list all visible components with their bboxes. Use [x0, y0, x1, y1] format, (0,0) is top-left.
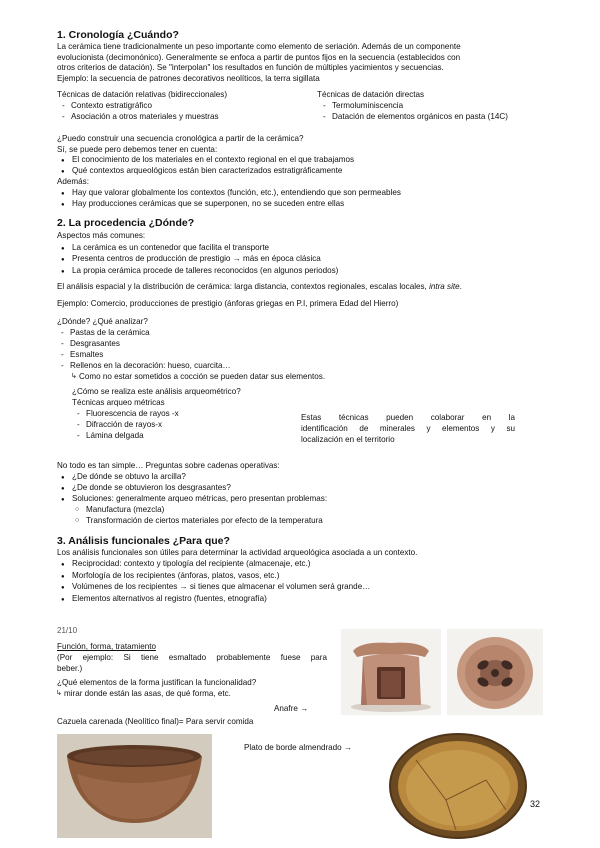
- example-paragraph: (Por ejemplo: Si tiene esmaltado probablemente fuese para: [57, 653, 327, 662]
- list-item: - Fluorescencia de rayos -x: [86, 409, 179, 420]
- bullet-item: ● Hay producciones cerámicas que se superponen, no se suceden entre ellas: [72, 199, 344, 210]
- sub-note: ↳ mirar donde están las asas, de qué forma, etc.: [64, 689, 231, 700]
- plato-illustration: [386, 730, 530, 840]
- list-item: - Lámina delgada: [86, 431, 144, 442]
- question: ¿Cómo se realiza este análisis arqueométrico?: [72, 387, 241, 396]
- function-subtitle: Función, forma, tratamiento: [57, 642, 156, 651]
- bullet-item: ● Qué contextos arqueológicos están bien caracterizados estratigráficamente: [72, 166, 342, 177]
- plato-photo: [386, 730, 530, 840]
- cazuela-illustration: [57, 734, 212, 838]
- techniques-label: Técnicas arqueo métricas: [72, 398, 165, 407]
- bullet-item: ● ¿De dónde se obtuvo la arcilla?: [72, 472, 186, 483]
- bullet-item: ● Reciprocidad: contexto y tipología del recipiente (almacenaje, etc.): [72, 559, 310, 570]
- bullet-item: ● Elementos alternativos al registro (fuentes, etnografía): [72, 594, 267, 605]
- side-note-line: Estas técnicas pueden colaborar en la: [301, 413, 515, 422]
- s1-paragraph-line: otros criterios de datación). Se "interpolan" los resultados en función de múltiples yacimientos y secuencias.: [57, 63, 444, 72]
- sub-bullet-item: ○ Transformación de ciertos materiales por efecto de la temperatura: [86, 516, 323, 527]
- sub-note: ↳ Como no estar sometidos a cocción se pueden datar sus elementos.: [79, 372, 325, 383]
- section-3-title: 3. Análisis funcionales ¿Para que?: [57, 535, 230, 547]
- page-number: 32: [530, 799, 541, 809]
- ademas-label: Además:: [57, 177, 89, 186]
- bullet-item: ● El conocimiento de los materiales en el contexto regional en el que trabajamos: [72, 155, 354, 166]
- direct-dating-heading: Técnicas de datación directas: [317, 90, 425, 99]
- analysis-paragraph: [57, 282, 462, 293]
- answer: Sí, se puede pero debemos tener en cuenta:: [57, 144, 218, 154]
- cazuela-photo: [57, 734, 212, 838]
- s1-paragraph-line: evolucionista (decimonónico). Generalmente se enfoca a partir de puntos fijos en la secuencia (establecidos con: [57, 52, 461, 62]
- plato-label: Plato de borde almendrado →: [244, 743, 352, 752]
- anafre-photo-top: [447, 629, 543, 715]
- list-item: - Difracción de rayos-x: [86, 420, 162, 431]
- list-item: - Desgrasantes: [70, 339, 120, 350]
- bullet-item: ● Hay que valorar globalmente los contextos (función, etc.), entendiendo que son permeables: [72, 188, 401, 199]
- s1-paragraph-line: La cerámica tiene tradicionalmente un peso importante como elemento de seriación. Además de un componente: [57, 42, 461, 51]
- analysis-text: El análisis espacial y la distribución de cerámica: larga distancia, contextos regionales, escalas locales,: [57, 282, 430, 291]
- example-line: Ejemplo: Comercio, producciones de prestigio (ánforas griegas en P.I, primera Edad del Hierro): [57, 298, 399, 308]
- side-note-line: identificación de minerales y elementos y su: [301, 424, 515, 433]
- list-item: - Asociación a otros materiales y muestras: [71, 112, 219, 123]
- anafre-label: Anafre →: [274, 704, 309, 713]
- question: ¿Puedo construir una secuencia cronológica a partir de la cerámica?: [57, 134, 304, 143]
- anafre-top-illustration: [447, 629, 543, 715]
- bullet-item: ● Soluciones: generalmente arqueo métricas, pero presentan problemas:: [72, 494, 327, 505]
- sub-bullet-item: ○ Manufactura (mezcla): [86, 505, 164, 516]
- analysis-period: .: [459, 282, 462, 291]
- bullet-item: ● Presenta centros de producción de prestigio → más en época clásica: [72, 254, 321, 265]
- chain-questions-label: No todo es tan simple… Preguntas sobre cadenas operativas:: [57, 461, 280, 470]
- question: ¿Dónde? ¿Qué analizar?: [57, 317, 148, 326]
- example-paragraph: beber.): [57, 664, 83, 673]
- anafre-photo-side: [341, 629, 441, 715]
- relative-dating-heading: Técnicas de datación relativas (bidireccionales): [57, 90, 228, 99]
- bullet-item: ● La cerámica es un contenedor que facilita el transporte: [72, 243, 269, 254]
- side-note-line: localización en el territorio: [301, 435, 395, 444]
- anafre-side-illustration: [341, 629, 441, 715]
- s3-paragraph: Los análisis funcionales son útiles para determinar la actividad arqueológica asociada a un contexto.: [57, 548, 418, 557]
- intra-site-text: intra site: [429, 282, 460, 291]
- list-item: - Pastas de la cerámica: [70, 328, 150, 339]
- bullet-item: ● Morfología de los recipientes (ánforas, platos, vasos, etc.): [72, 571, 279, 582]
- section-1-title: 1. Cronología ¿Cuándo?: [57, 29, 179, 41]
- s1-paragraph-line: Ejemplo: la secuencia de patrones decorativos neolíticos, la terra sigillata: [57, 73, 320, 83]
- list-item: - Esmaltes: [70, 350, 103, 361]
- list-item: - Rellenos en la decoración: hueso, cuarcita…: [70, 361, 231, 372]
- question: ¿Qué elementos de la forma justifican la funcionalidad?: [57, 678, 257, 687]
- aspects-label: Aspectos más comunes:: [57, 231, 146, 240]
- list-item: - Datación de elementos orgánicos en pasta (14C): [332, 112, 508, 123]
- date-label: 21/10: [57, 626, 78, 635]
- list-item: - Contexto estratigráfico: [71, 101, 152, 112]
- cazuela-label: Cazuela carenada (Neolítico final)= Para servir comida: [57, 717, 254, 726]
- bullet-item: ● La propia cerámica procede de talleres reconocidos (en algunos periodos): [72, 266, 338, 277]
- section-2-title: 2. La procedencia ¿Dónde?: [57, 217, 195, 229]
- bullet-item: ● Volúmenes de los recipientes → si tienes que almacenar el volumen será grande…: [72, 582, 370, 593]
- bullet-item: ● ¿De donde se obtuvieron los desgrasantes?: [72, 483, 231, 494]
- list-item: - Termoluminiscencia: [332, 101, 403, 112]
